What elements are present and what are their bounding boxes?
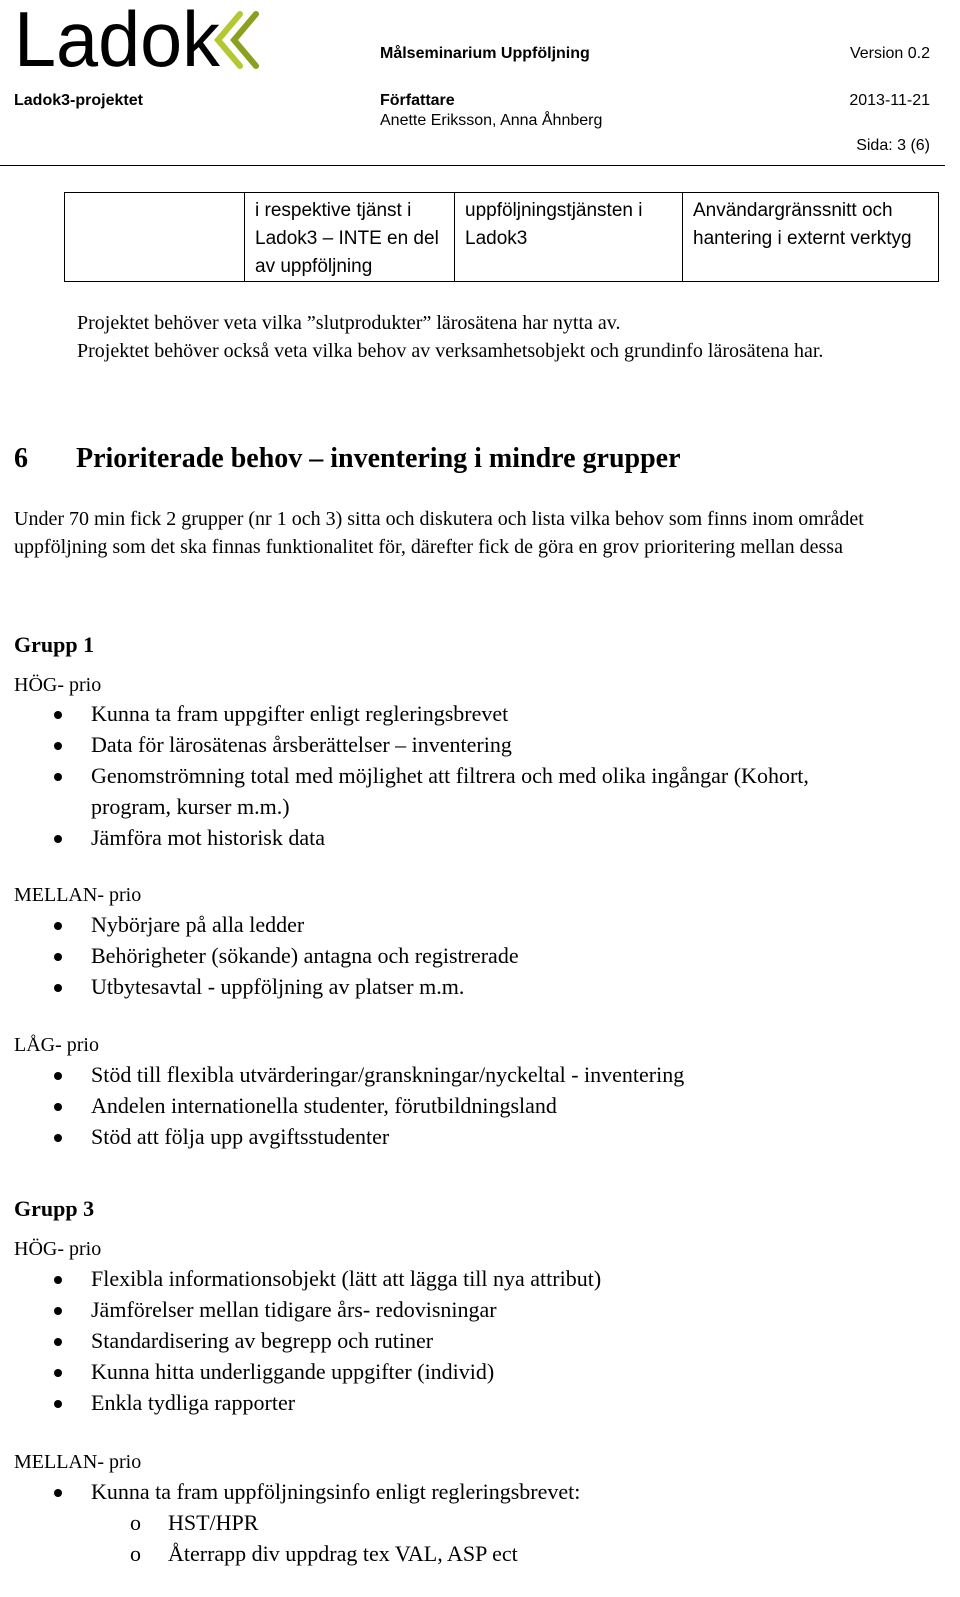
table-cell: Användargränssnitt och hantering i externt verktyg	[683, 193, 939, 282]
intro-paragraph-2: Projektet behöver också veta vilka behov av verksamhetsobjekt och grundinfo lärosätena har.	[77, 340, 824, 362]
group-1-low-label: LÅG- prio	[14, 1034, 99, 1056]
bullet-icon	[54, 742, 62, 750]
bullet-icon	[54, 1276, 62, 1284]
table-cell: i respektive tjänst i Ladok3 – INTE en del av uppföljning	[245, 193, 455, 282]
list-item: Standardisering av begrepp och rutiner	[0, 1325, 880, 1356]
group-1-high-label: HÖG- prio	[14, 674, 102, 696]
table-cell	[65, 193, 245, 282]
list-item: Genomströmning total med möjlighet att filtrera och med olika ingångar (Kohort, program, kurser m.m.)	[0, 760, 880, 822]
group-1-mid-label: MELLAN- prio	[14, 884, 142, 906]
group-3-mid-list	[0, 1476, 880, 1507]
sub-list-item: o Återrapp div uppdrag tex VAL, ASP ect	[0, 1538, 518, 1569]
bullet-icon	[54, 1338, 62, 1346]
list-item: Jämföra mot historisk data	[0, 822, 880, 853]
section-title: Prioriterade behov – inventering i mindre grupper	[76, 443, 681, 474]
bullet-icon	[54, 835, 62, 843]
bullet-icon	[54, 1103, 62, 1111]
list-item: Nybörjare på alla ledder	[0, 909, 880, 940]
group-1-low-list	[0, 1059, 880, 1152]
author-label: Författare	[380, 92, 455, 109]
bullet-icon	[54, 1072, 62, 1080]
logo-chevron-icon	[218, 14, 256, 66]
project-name: Ladok3-projektet	[14, 92, 143, 109]
sub-list-item: o HST/HPR	[0, 1507, 518, 1538]
responsibility-table	[64, 192, 939, 282]
list-item: Flexibla informationsobjekt (lätt att lägga till nya attribut)	[0, 1263, 880, 1294]
bullet-icon	[54, 773, 62, 781]
list-item: Kunna hitta underliggande uppgifter (individ)	[0, 1356, 880, 1387]
group-3-heading: Grupp 3	[14, 1196, 95, 1221]
intro-paragraph-1: Projektet behöver veta vilka ”slutprodukter” lärosätena har nytta av.	[77, 312, 621, 334]
bullet-icon	[54, 953, 62, 961]
sub-bullet-icon: o	[130, 1510, 141, 1535]
bullet-icon	[54, 711, 62, 719]
group-3-high-list	[0, 1263, 880, 1418]
group-1-high-list	[0, 698, 880, 853]
bullet-icon	[54, 922, 62, 930]
bullet-icon	[54, 984, 62, 992]
table-cell: uppföljningstjänsten i Ladok3	[455, 193, 683, 282]
section-paragraph: Under 70 min fick 2 grupper (nr 1 och 3) sitta och diskutera och lista vilka behov som finns inom området uppföljning som det ska finnas funktionalitet för, därefter fick de göra en grov prioritering mellan dessa	[14, 508, 864, 558]
group-3-mid-sublist	[0, 1507, 518, 1569]
page-indicator: Sida: 3 (6)	[856, 137, 930, 154]
document-date: 2013-11-21	[849, 92, 930, 109]
version-label: Version 0.2	[849, 45, 930, 62]
section-heading	[14, 440, 681, 478]
ladok-logo	[14, 4, 264, 74]
list-item: Jämförelser mellan tidigare års- redovisningar	[0, 1294, 880, 1325]
group-1-heading: Grupp 1	[14, 632, 95, 657]
list-item: Kunna ta fram uppföljningsinfo enligt regleringsbrevet:	[0, 1476, 880, 1507]
bullet-icon	[54, 1307, 62, 1315]
bullet-icon	[54, 1369, 62, 1377]
header-divider	[0, 165, 945, 166]
list-item: Stöd till flexibla utvärderingar/granskningar/nyckeltal - inventering	[0, 1059, 880, 1090]
bullet-icon	[54, 1400, 62, 1408]
table-row	[65, 193, 939, 282]
list-item: Stöd att följa upp avgiftsstudenter	[0, 1121, 880, 1152]
bullet-icon	[54, 1134, 62, 1142]
list-item: Kunna ta fram uppgifter enligt regleringsbrevet	[0, 698, 880, 729]
group-3-mid-label: MELLAN- prio	[14, 1451, 142, 1473]
list-item: Enkla tydliga rapporter	[0, 1387, 880, 1418]
group-1-mid-list	[0, 909, 880, 1002]
list-item: Utbytesavtal - uppföljning av platser m.m.	[0, 971, 880, 1002]
group-3-high-label: HÖG- prio	[14, 1238, 102, 1260]
logo-text: Ladok	[14, 4, 221, 74]
author-names: Anette Eriksson, Anna Åhnberg	[380, 112, 603, 129]
document-title: Målseminarium Uppföljning	[380, 45, 590, 62]
sub-bullet-icon: o	[130, 1541, 141, 1566]
list-item: Data för lärosätenas årsberättelser – inventering	[0, 729, 880, 760]
bullet-icon	[54, 1489, 62, 1497]
list-item: Andelen internationella studenter, förutbildningsland	[0, 1090, 880, 1121]
list-item: Behörigheter (sökande) antagna och registrerade	[0, 940, 880, 971]
section-number: 6	[14, 443, 28, 474]
